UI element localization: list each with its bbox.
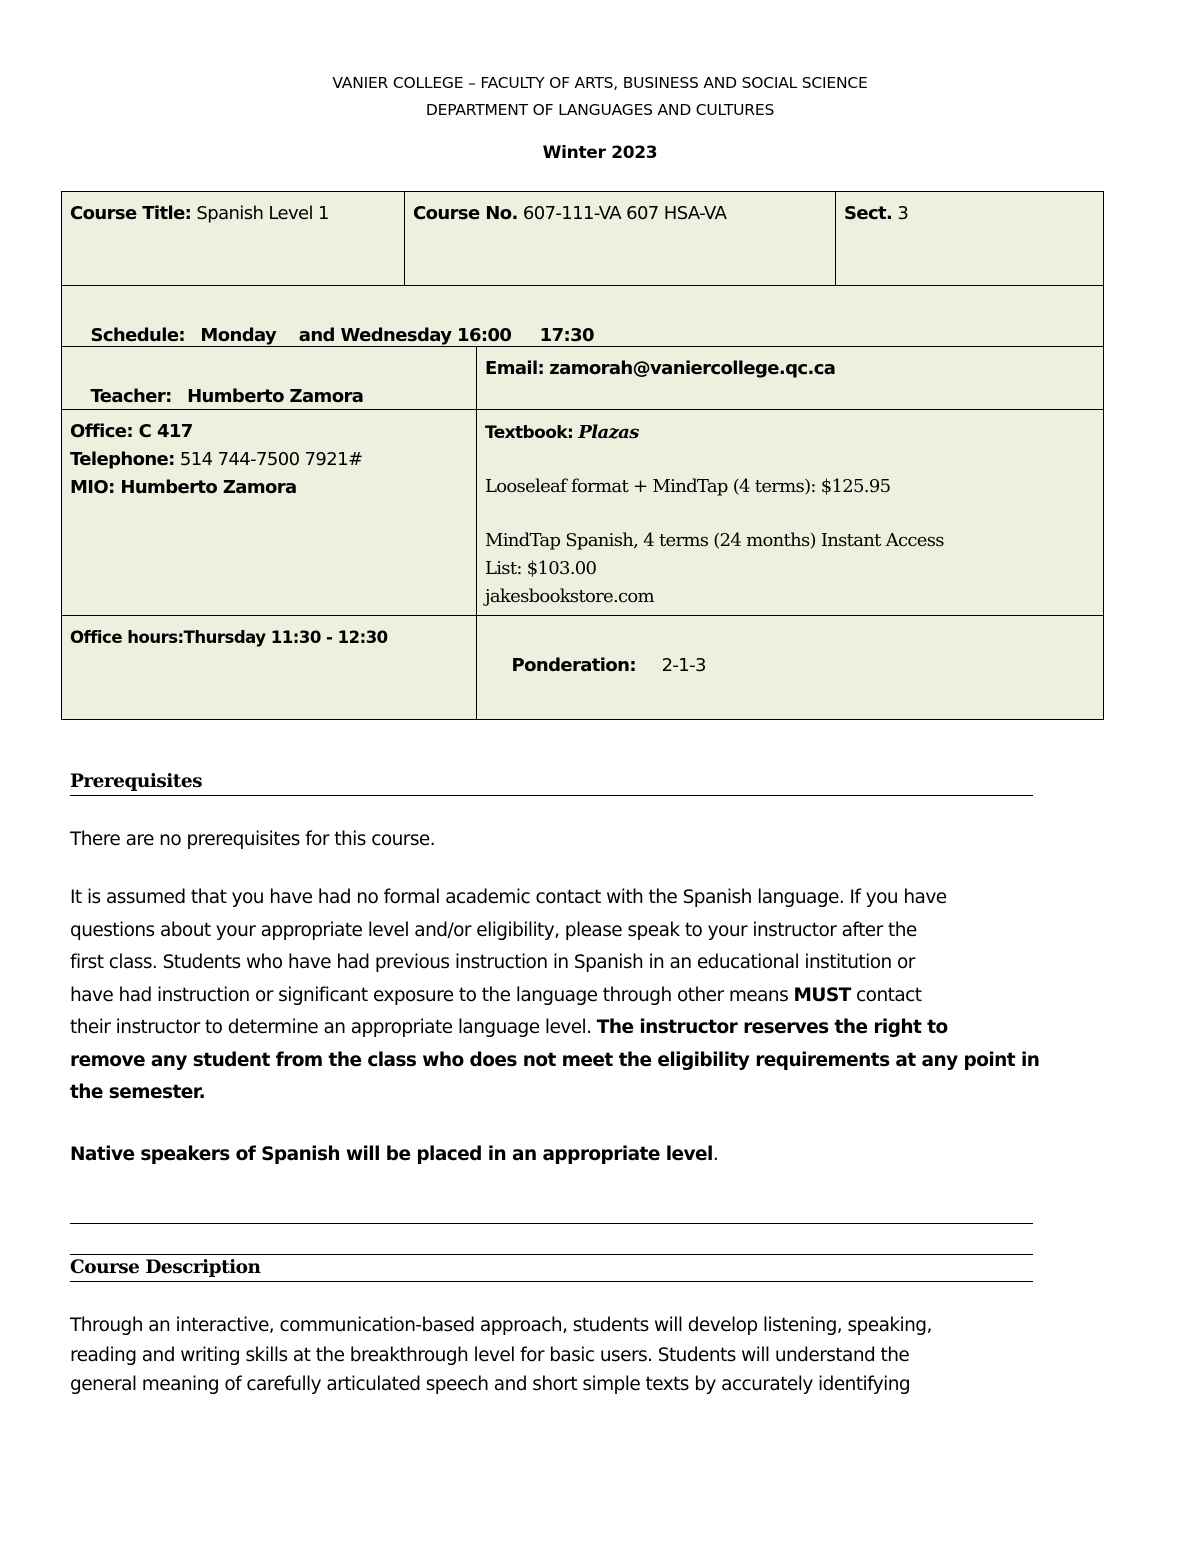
teacher-cell bbox=[61, 346, 478, 411]
section-cell bbox=[835, 191, 1104, 287]
eligibility-line: questions about your appropriate level and/or eligibility, please speak to your instructor after the bbox=[70, 919, 917, 941]
must-emphasis: MUST bbox=[793, 984, 851, 1006]
course-number-cell bbox=[404, 191, 837, 287]
course-description-text bbox=[70, 1311, 1050, 1400]
college-faculty-header: VANIER COLLEGE – FACULTY OF ARTS, BUSINESS AND SOCIAL SCIENCE bbox=[332, 74, 868, 92]
eligibility-line: their instructor to determine an appropriate language level. The instructor reserves the right to bbox=[70, 1017, 948, 1038]
section-label: Sect. bbox=[844, 203, 893, 224]
eligibility-line: remove any student from the class who does not meet the eligibility requirements at any point in bbox=[70, 1049, 1040, 1071]
instructor-rights-notice: The instructor reserves the right to bbox=[596, 1017, 948, 1038]
course-description-heading: Course Description bbox=[70, 1256, 1033, 1282]
telephone-label: Telephone: bbox=[70, 449, 175, 470]
email-label: Email: bbox=[485, 358, 545, 379]
section-divider bbox=[70, 1223, 1033, 1224]
teacher-value: Humberto Zamora bbox=[187, 386, 364, 407]
description-line: reading and writing skills at the breakthrough level for basic users. Students will understand the bbox=[70, 1344, 910, 1366]
course-number-label: Course No. bbox=[413, 203, 518, 224]
department-header: DEPARTMENT OF LANGUAGES AND CULTURES bbox=[425, 101, 775, 119]
list-price: List: $103.00 bbox=[485, 558, 597, 579]
schedule-label: Schedule: bbox=[90, 325, 186, 346]
prerequisites-heading: Prerequisites bbox=[70, 770, 1033, 796]
section-divider bbox=[70, 1254, 1033, 1255]
native-speakers-note: Native speakers of Spanish will be placed in an appropriate level. bbox=[70, 1144, 719, 1165]
ponderation-cell bbox=[476, 615, 1104, 720]
email-value[interactable]: zamorah@vaniercollege.qc.ca bbox=[549, 358, 836, 379]
office-location: Office: C 417 bbox=[70, 421, 193, 442]
description-line: general meaning of carefully articulated speech and short simple texts by accurately identifying bbox=[70, 1374, 911, 1395]
description-line: Through an interactive, communication-based approach, students will develop listening, speaking, bbox=[70, 1315, 932, 1336]
eligibility-line: first class. Students who have had previous instruction in Spanish in an educational institution or bbox=[70, 952, 915, 973]
mindtap-access: MindTap Spanish, 4 terms (24 months) Instant Access bbox=[485, 530, 944, 551]
course-title-label: Course Title: bbox=[70, 203, 192, 224]
eligibility-line: It is assumed that you have had no formal academic contact with the Spanish language. If you have bbox=[70, 887, 947, 908]
office-hours-cell bbox=[61, 615, 478, 720]
office-contact-cell bbox=[61, 409, 478, 617]
course-title-value: Spanish Level 1 bbox=[196, 203, 329, 224]
schedule-value: Monday and Wednesday 16:00 17:30 bbox=[200, 325, 594, 346]
ponderation-value: 2-1-3 bbox=[661, 655, 706, 676]
textbook-label: Textbook: bbox=[485, 423, 574, 443]
section-value: 3 bbox=[897, 203, 909, 224]
no-prerequisites-text: There are no prerequisites for this course. bbox=[70, 829, 436, 850]
telephone-value: 514 744-7500 7921# bbox=[179, 449, 363, 470]
bookstore-link[interactable]: jakesbookstore.com bbox=[485, 586, 654, 607]
ponderation-label: Ponderation: bbox=[511, 655, 636, 676]
prerequisites-intro bbox=[70, 824, 1050, 857]
textbook-format: Looseleaf format + MindTap (4 terms): $125.95 bbox=[485, 476, 891, 497]
teacher-label: Teacher: bbox=[90, 386, 172, 407]
textbook-cell bbox=[476, 409, 1104, 617]
eligibility-line: have had instruction or significant exposure to the language through other means MUST contact bbox=[70, 984, 922, 1006]
course-number-value: 607-111-VA 607 HSA-VA bbox=[522, 203, 727, 224]
term-title: Winter 2023 bbox=[542, 143, 658, 163]
office-hours: Office hours:Thursday 11:30 - 12:30 bbox=[70, 628, 388, 647]
textbook-title: Plazas bbox=[578, 422, 639, 443]
email-cell bbox=[476, 346, 1104, 411]
schedule-cell bbox=[61, 285, 1104, 348]
course-title-cell bbox=[61, 191, 406, 287]
eligibility-paragraph bbox=[70, 882, 1050, 1110]
mio-contact: MIO: Humberto Zamora bbox=[70, 477, 297, 498]
eligibility-line: the semester. bbox=[70, 1082, 206, 1103]
